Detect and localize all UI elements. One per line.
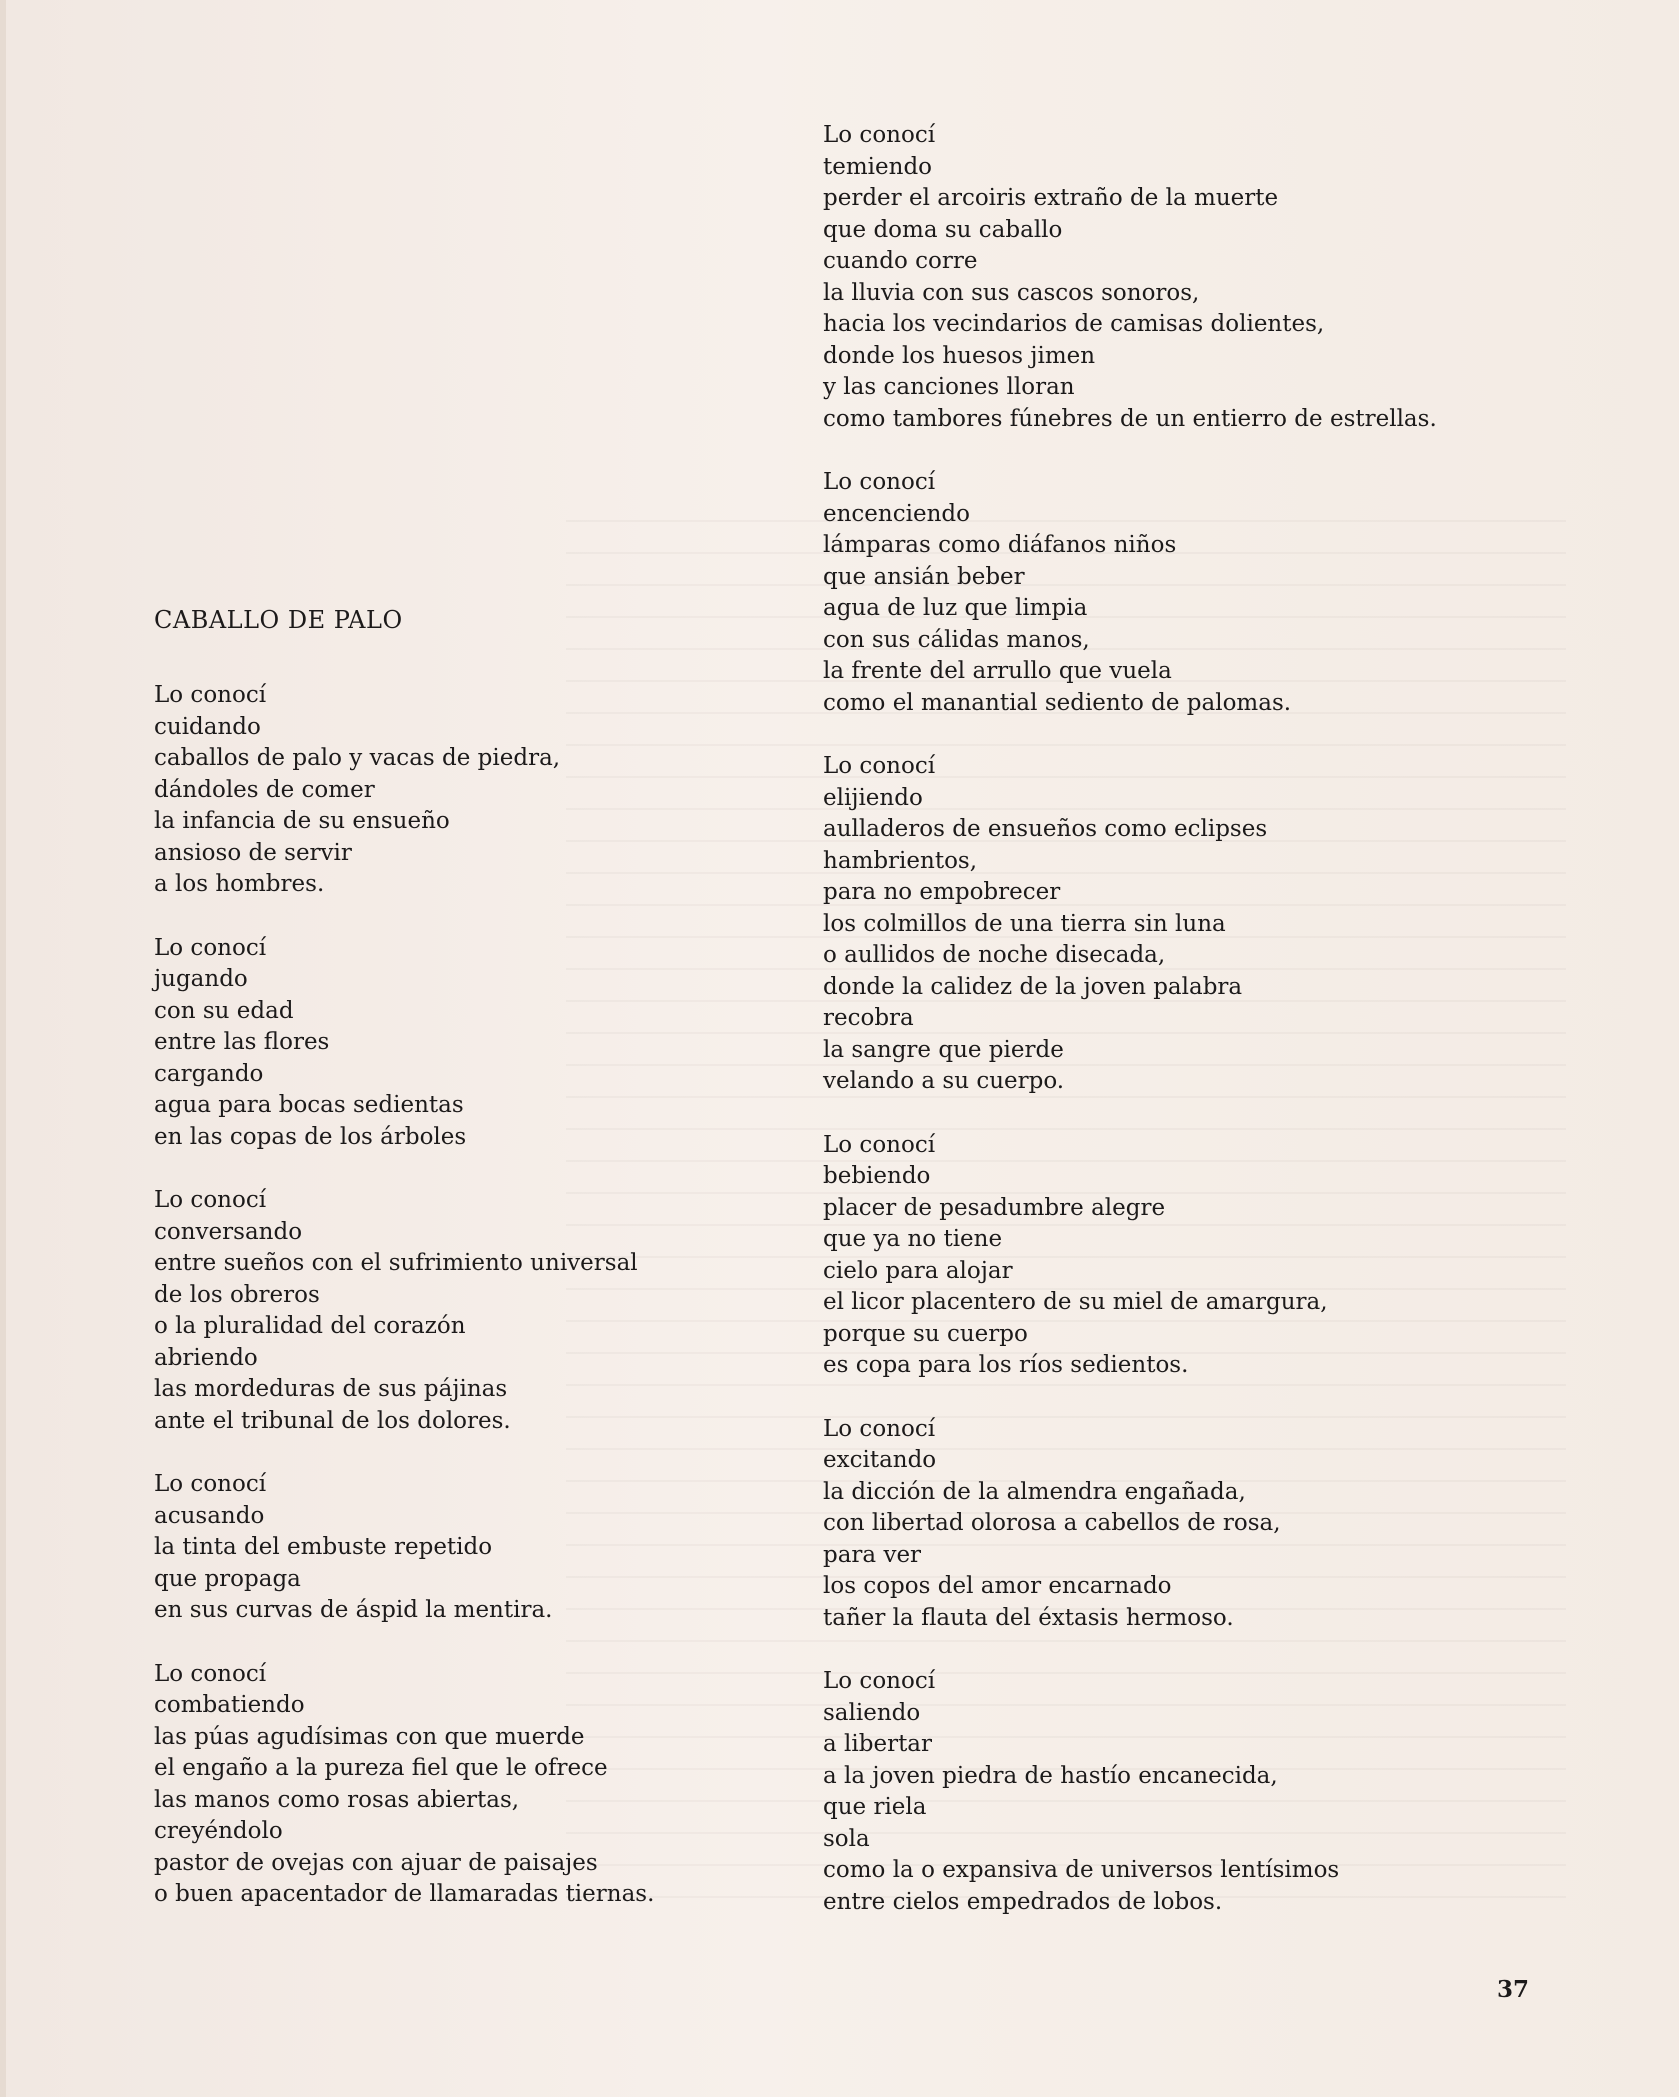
right-stanzas: [823, 120, 1523, 1918]
poem-line: donde la calidez de la joven palabra: [823, 973, 1243, 1000]
poem-line: saliendo: [823, 1699, 921, 1726]
poem-line: o buen apacentador de llamaradas tiernas.: [154, 1881, 655, 1907]
stanza: [823, 1666, 1523, 1918]
poem-line: con libertad olorosa a cabellos de rosa,: [823, 1510, 1281, 1536]
poem-line: perder el arcoiris extraño de la muerte: [823, 185, 1279, 211]
poem-line: jugando: [154, 966, 248, 992]
poem-line: como la o expansiva de universos lentísimos: [823, 1857, 1340, 1883]
poem-line: dándoles de comer: [154, 776, 375, 803]
poem-line: o aullidos de noche disecada,: [823, 942, 1166, 968]
poem-line: encenciendo: [823, 500, 970, 527]
poem-line: en sus curvas de áspid la mentira.: [154, 1597, 553, 1623]
stanza: [823, 467, 1523, 719]
poem-line: cuidando: [154, 713, 261, 740]
poem-line: excitando: [823, 1447, 937, 1473]
poem-line: cargando: [154, 1060, 264, 1087]
poem-line: Lo conocí: [823, 469, 936, 495]
poem-line: cielo para alojar: [823, 1257, 1013, 1284]
poem-line: el licor placentero de su miel de amargura,: [823, 1289, 1328, 1315]
poem-line: recobra: [823, 1005, 914, 1031]
poem-line: como tambores fúnebres de un entierro de estrellas.: [823, 405, 1437, 432]
poem-line: elijiendo: [823, 784, 923, 811]
poem-line: acusando: [154, 1502, 265, 1529]
stanza: [823, 1130, 1523, 1382]
poem-line: caballos de palo y vacas de piedra,: [154, 745, 561, 771]
poem-line: Lo conocí: [823, 122, 936, 148]
poem-line: entre sueños con el sufrimiento universal: [154, 1250, 638, 1276]
poem-line: con su edad: [154, 997, 294, 1024]
poem-line: con sus cálidas manos,: [823, 626, 1090, 653]
poem-line: que ya no tiene: [823, 1226, 1003, 1252]
poem-line: cuando corre: [823, 248, 978, 274]
poem-line: Lo conocí: [154, 682, 267, 708]
poem-line: de los obreros: [154, 1281, 320, 1308]
poem-line: ante el tribunal de los dolores.: [154, 1407, 511, 1434]
poem-line: la tinta del embuste repetido: [154, 1534, 493, 1560]
poem-line: creyéndolo: [154, 1818, 283, 1844]
poem-line: el engaño a la pureza fiel que le ofrece: [154, 1755, 608, 1781]
stanza: [154, 1185, 714, 1437]
poem-line: que propaga: [154, 1565, 301, 1592]
stanza: [154, 1469, 714, 1627]
poem-line: que riela: [823, 1794, 927, 1820]
poem-line: sola: [823, 1825, 870, 1852]
poem-line: velando a su cuerpo.: [823, 1068, 1065, 1094]
poem-line: para ver: [823, 1541, 922, 1568]
poem-line: a los hombres.: [154, 871, 325, 897]
poem-line: la infancia de su ensueño: [154, 808, 450, 834]
poem-line: temiendo: [823, 153, 933, 180]
poem-line: la dicción de la almendra engañada,: [823, 1478, 1246, 1505]
poem-line: los copos del amor encarnado: [823, 1573, 1172, 1599]
poem-title: CABALLO DE PALO: [154, 606, 403, 634]
poem-line: placer de pesadumbre alegre: [823, 1194, 1166, 1221]
poem-line: como el manantial sediento de palomas.: [823, 689, 1292, 716]
poem-line: que ansián beber: [823, 563, 1025, 590]
poem-line: las mordeduras de sus pájinas: [154, 1376, 508, 1402]
poem-line: tañer la flauta del éxtasis hermoso.: [823, 1604, 1234, 1631]
poem-line: Lo conocí: [823, 1131, 936, 1158]
poem-line: las manos como rosas abiertas,: [154, 1786, 520, 1813]
poem-line: agua para bocas sedientas: [154, 1092, 464, 1118]
poem-line: o la pluralidad del corazón: [154, 1313, 466, 1339]
poem-line: hacia los vecindarios de camisas dolientes,: [823, 311, 1325, 337]
poem-line: Lo conocí: [154, 1660, 267, 1687]
poem-line: los colmillos de una tierra sin luna: [823, 910, 1226, 937]
right-column: [823, 120, 1523, 1950]
poem-line: para no empobrecer: [823, 879, 1061, 905]
poem-line: Lo conocí: [154, 1187, 267, 1213]
poem-line: Lo conocí: [154, 934, 267, 961]
poem-line: combatiendo: [154, 1692, 305, 1718]
poem-line: entre cielos empedrados de lobos.: [823, 1888, 1223, 1915]
poem-line: la lluvia con sus cascos sonoros,: [823, 279, 1200, 306]
poem-line: porque su cuerpo: [823, 1320, 1028, 1347]
poem-line: donde los huesos jimen: [823, 342, 1096, 369]
poem-line: entre las flores: [154, 1029, 330, 1055]
poem-line: Lo conocí: [154, 1471, 267, 1497]
poem-line: bebiendo: [823, 1163, 931, 1189]
poem-line: Lo conocí: [823, 1668, 936, 1694]
poem-line: hambrientos,: [823, 847, 978, 874]
stanza: [154, 933, 714, 1154]
poem-line: abriendo: [154, 1344, 258, 1371]
stanza: [823, 120, 1523, 435]
poem-line: Lo conocí: [823, 753, 936, 779]
poem-line: lámparas como diáfanos niños: [823, 532, 1177, 558]
poem-line: conversando: [154, 1218, 303, 1245]
stanza: [154, 1659, 714, 1911]
poem-line: que doma su caballo: [823, 216, 1063, 243]
poem-line: es copa para los ríos sedientos.: [823, 1352, 1189, 1378]
left-column: [154, 605, 714, 1943]
poem-line: pastor de ovejas con ajuar de paisajes: [154, 1849, 598, 1876]
poem-line: y las canciones lloran: [823, 374, 1075, 400]
poem-line: en las copas de los árboles: [154, 1123, 467, 1150]
poem-line: a la joven piedra de hastío encanecida,: [823, 1762, 1278, 1789]
poem-line: aulladeros de ensueños como eclipses: [823, 816, 1268, 842]
poem-line: las púas agudísimas con que muerde: [154, 1723, 585, 1750]
stanza: [823, 751, 1523, 1098]
poem-line: agua de luz que limpia: [823, 595, 1088, 621]
poem-line: ansioso de servir: [154, 839, 352, 866]
page-number: 37: [1497, 1976, 1530, 2003]
poem-line: la sangre que pierde: [823, 1036, 1064, 1063]
left-stanzas: [154, 680, 714, 1911]
poem-line: a libertar: [823, 1731, 933, 1757]
stanza: [823, 1414, 1523, 1635]
poem-line: Lo conocí: [823, 1415, 936, 1442]
stanza: [154, 680, 714, 901]
poem-line: la frente del arrullo que vuela: [823, 658, 1172, 684]
